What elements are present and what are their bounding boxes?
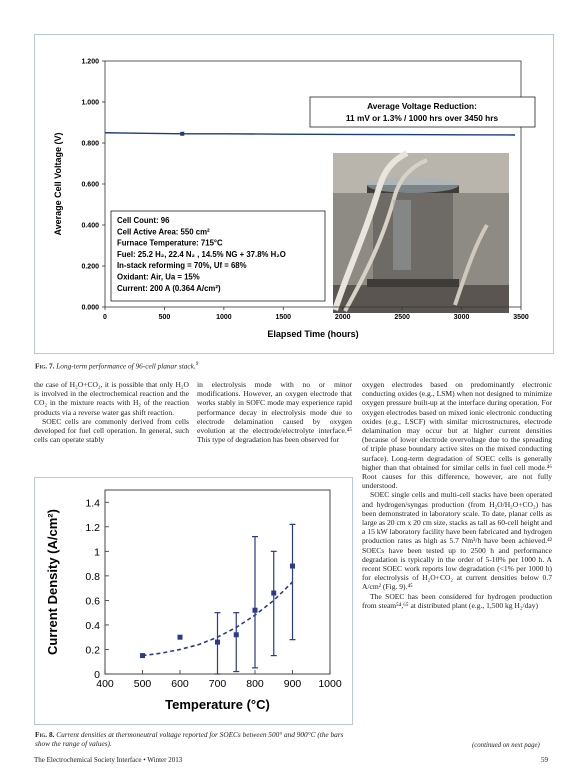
col1-para-1: the case of H₂O+CO₂, it is possible that only H₂O is involved in the electrochemical reaction and the CO₂ in the mixture reacts with H₂ of the reaction products via a reverse water gas shift reaction. (34, 380, 189, 417)
fig8-x-tick-label: 500 (133, 678, 152, 690)
fig7-y-axis-label: Average Cell Voltage (V) (53, 132, 63, 236)
fig7-x-tick-label: 1000 (216, 314, 232, 321)
fig7-y-tick-label: 0.800 (81, 140, 99, 148)
fig7-info-line: Furnace Temperature: 715°C (117, 238, 223, 248)
fig7-x-tick-label: 0 (103, 314, 107, 321)
fig8-y-tick-label: 0.4 (85, 619, 100, 632)
fig8-data-point (253, 608, 258, 613)
fig8-y-axis-label: Current Density (A/cm²) (45, 509, 60, 655)
fig7-x-tick-label: 2500 (394, 314, 410, 321)
fig7-y-tick-label: 0.400 (81, 222, 99, 230)
col3-para-1: oxygen electrodes based on predominantly electronic conducting oxides (e.g., LSM) when not designed to minimize oxygen pressure built-up at the interface during operation. For oxygen electrodes based on mixed ionic electronic conducting oxides (e.g., LSCF) with similar microstructures, electrode delamination may occur but at higher current densities (because of lower electrode overvoltage due to the spreading of triple phase boundary active sites on the mixed conducting surface). Long-term degradation of SOEC cells is generally higher than that obtained for similar cells in fuel cell mode.⁴⁶ Root causes for this difference, however, are not fully understood. (362, 380, 552, 491)
text-column-2 (197, 380, 352, 444)
fig8-y-tick-label: 0.8 (85, 570, 100, 583)
fig8-x-tick-label: 400 (96, 678, 114, 690)
fig7-caption-label: Fig. 7. (35, 361, 55, 371)
fig7-caption (35, 360, 535, 370)
annotation-value: 11 mV or 1.3% / 1000 hrs over 3450 hrs (345, 113, 499, 123)
stack-photo (333, 153, 509, 313)
fig7-y-tick-label: 1.200 (81, 58, 99, 66)
stack-conditions-box (111, 211, 325, 301)
col3-para-3: The SOEC has been considered for hydrogen production from steam⁵⁴,⁶⁵ at distributed plant (e.g., 1,500 kg H₂/day) (362, 591, 552, 610)
fig8-data-point (271, 591, 276, 596)
fig7-data-marker (180, 132, 184, 136)
fig7-x-tick-label: 500 (158, 314, 171, 321)
fig7-info-line: In-stack reforming = 70%, Uf = 68% (117, 261, 247, 271)
fig8-y-tick-label: 0 (94, 669, 100, 681)
figure-8 (34, 477, 353, 725)
fig8-y-tick-label: 1 (94, 546, 100, 559)
fig8-data-point (290, 564, 295, 569)
figure-7 (34, 34, 554, 354)
page-number: 59 (541, 756, 548, 764)
fig8-caption-label: Fig. 8. (35, 730, 55, 739)
fig7-x-tick-label: 3000 (453, 314, 470, 321)
text-column-3 (362, 380, 552, 610)
fig8-caption (35, 730, 355, 748)
fig8-x-axis-label: Temperature (°C) (165, 697, 270, 712)
fig8-y-tick-label: 0.6 (85, 595, 100, 608)
fig8-x-tick-label: 600 (171, 678, 189, 690)
fig8-x-tick-label: 900 (283, 678, 302, 690)
fig8-x-tick-label: 700 (208, 678, 227, 690)
fig8-caption-text: Current densities at thermoneutral voltage reported for SOECs between 500° and 900°C (the bars show the range of values). (35, 730, 344, 748)
fig8-data-point (234, 632, 239, 637)
fig7-y-tick-label: 0.200 (81, 263, 99, 271)
fig8-y-tick-label: 1.4 (85, 497, 100, 510)
fig8-data-point (178, 635, 183, 640)
col3-para-2: SOEC single cells and multi-cell stacks have been operated and hydrogen/syngas production (from H₂O/H₂O+CO₂) has been demonstrated in laboratory scale. To date, planar cells as large as 20 cm x 20 cm size, stacks as tall as 60-cell height and a 15 kW laboratory facility have been fabricated and hydrogen production rates as high as 5.7 Nm³/h have been achieved.⁴² SOECs have been tested up to 2500 h and performance degradation is typically in the order of 5-10% per 1000 h. A recent SOEC work reports low degradation (<1% per 1000 h) for electrolysis of H₂O+CO₂ at current densities below 0.7 A/cm² (Fig. 9).⁴⁵ (362, 490, 552, 592)
col1-para-2: SOEC cells are commonly derived from cells developed for fuel cell operation. In general, such cells can operate stably (34, 416, 189, 445)
fig7-info-line: Current: 200 A (0.364 A/cm²) (117, 283, 221, 293)
fig7-info-line: Oxidant: Air, Ua = 15% (117, 272, 200, 282)
fig7-info-line: Cell Active Area: 550 cm² (117, 227, 210, 237)
fig8-chart (35, 478, 352, 724)
footer-journal: The Electrochemical Society Interface • Winter 2013 (34, 756, 183, 764)
voltage-reduction-annotation (310, 97, 535, 127)
fig7-x-tick-label: 1500 (275, 314, 292, 321)
fig8-x-tick-label: 800 (246, 678, 264, 690)
col2-para-1: in electrolysis mode with no or minor modifications. However, an oxygen electrode that works stably in SOFC mode may experience rapid performance decay in electrolysis mode due to electrode delamination caused by oxygen evolution at the electrode/electrolyte interface.⁴⁵ This type of degradation has been observed for (197, 380, 352, 445)
fig8-y-tick-label: 1.2 (85, 521, 100, 534)
annotation-title: Average Voltage Reduction: (367, 101, 477, 111)
fig7-y-tick-label: 0.000 (81, 304, 99, 312)
fig8-x-tick-label: 1000 (318, 678, 342, 690)
fig7-info-line: Fuel: 25.2 H₂, 22.4 N₂ , 14.5% NG + 37.8% H₂O (117, 249, 286, 259)
fig7-caption-text: Long-term performance of 96-cell planar stack. (56, 361, 196, 371)
fig7-voltage-line (105, 133, 515, 135)
continued-note: (continued on next page) (472, 742, 540, 749)
fig7-x-tick-label: 2000 (334, 314, 351, 321)
fig8-data-point (215, 640, 220, 645)
fig7-chart (35, 35, 553, 353)
fig7-info-line: Cell Count: 96 (117, 216, 170, 225)
fig7-y-tick-label: 0.600 (81, 181, 99, 189)
fig8-y-tick-label: 0.2 (85, 644, 100, 657)
fig7-y-tick-label: 1.000 (81, 99, 99, 107)
fig7-caption-ref: 9 (195, 362, 199, 367)
fig7-x-axis-label: Elapsed Time (hours) (267, 329, 359, 339)
fig7-x-tick-label: 3500 (513, 314, 529, 321)
fig8-data-point (140, 653, 145, 658)
text-column-1 (34, 380, 189, 444)
